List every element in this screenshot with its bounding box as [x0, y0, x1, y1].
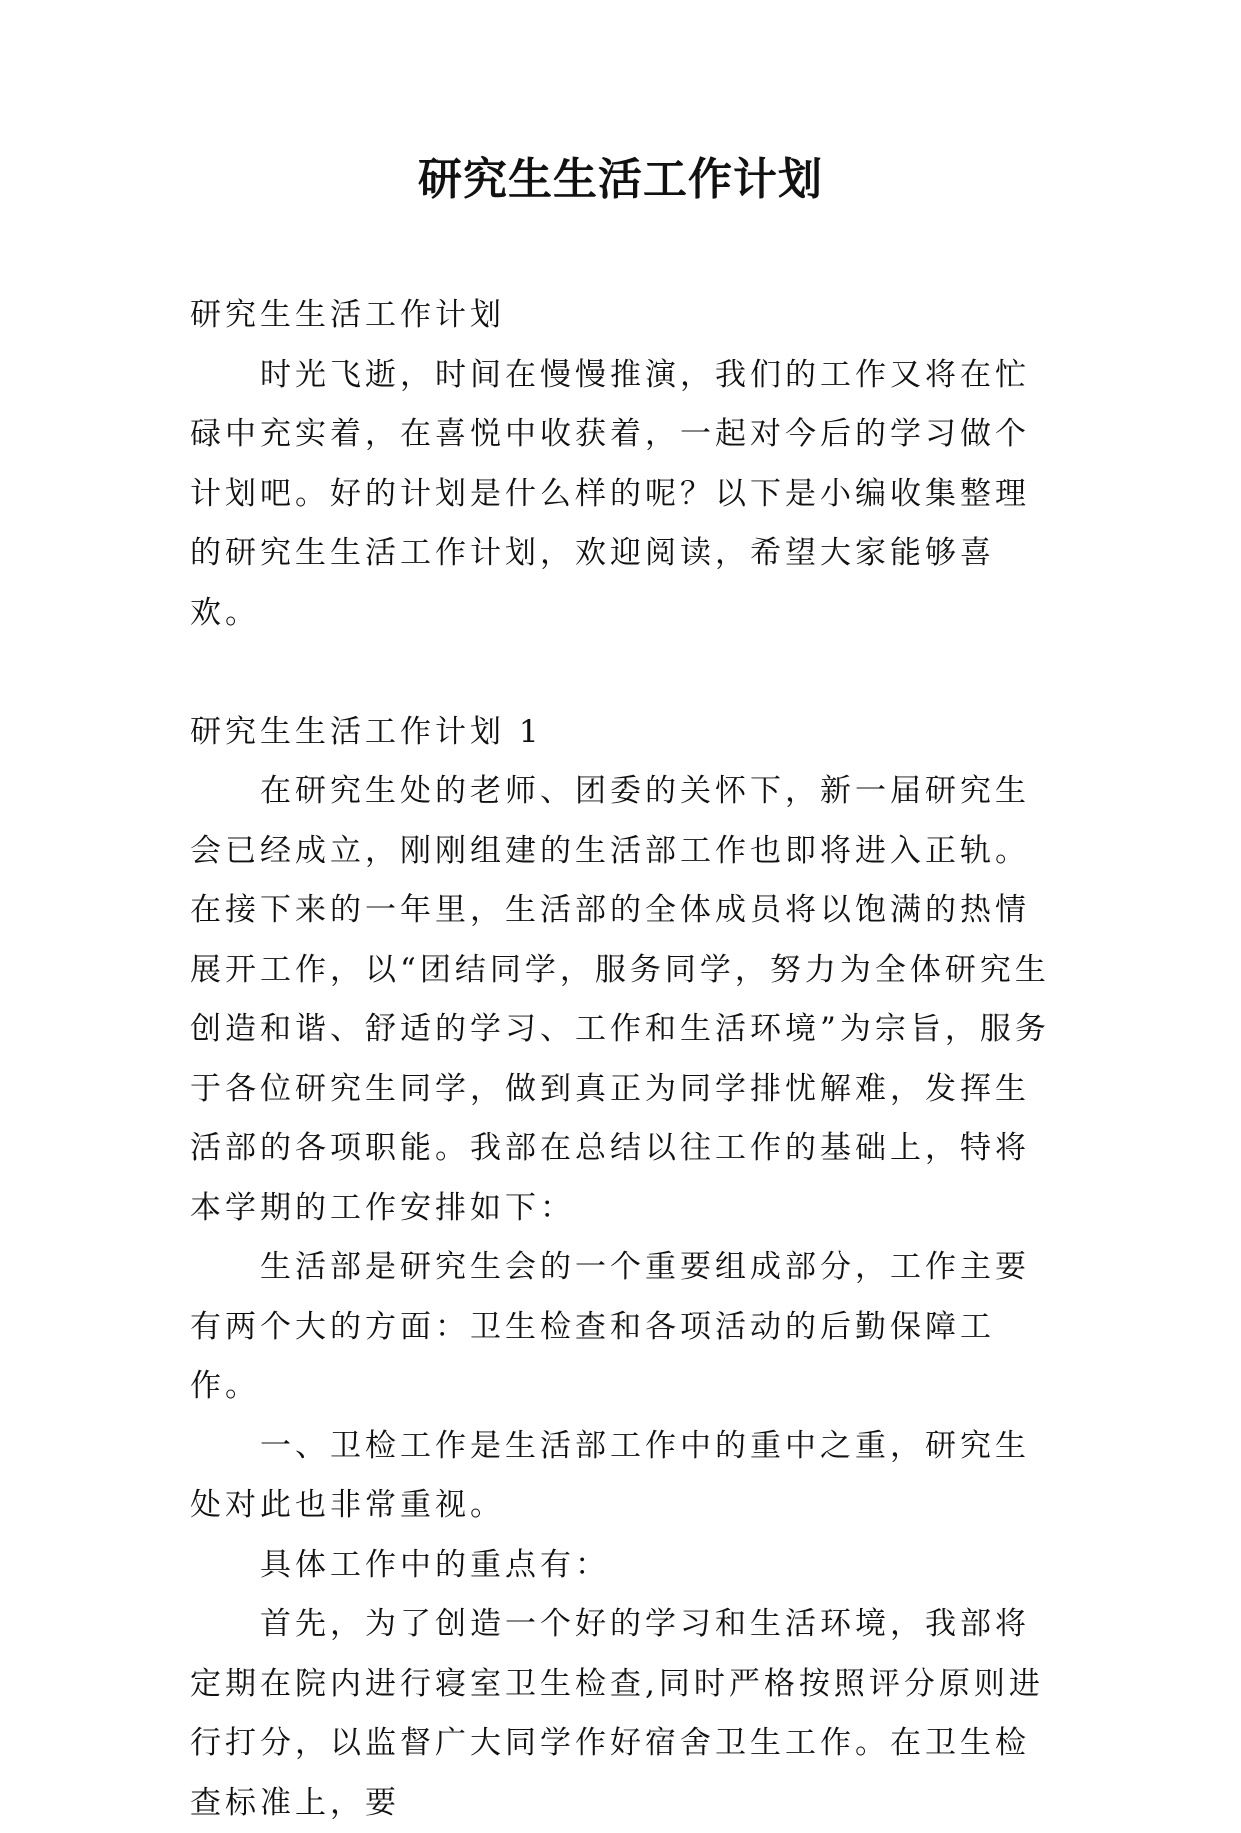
intro-paragraph: 时光飞逝，时间在慢慢推演，我们的工作又将在忙碌中充实着，在喜悦中收获着，一起对今后的学习做个计划吧。好的计划是什么样的呢？以下是小编收集整理的研究生生活工作计划，欢迎阅读，希望大家能够喜欢。 — [190, 356, 1030, 631]
section-heading-plan-1: 研究生生活工作计划 1 — [190, 713, 543, 750]
document-body — [190, 286, 1055, 1833]
plan-paragraph-4: 具体工作中的重点有： — [260, 1546, 610, 1583]
plan-paragraph-2: 生活部是研究生会的一个重要组成部分，工作主要有两个大的方面：卫生检查和各项活动的后勤保障工作。 — [190, 1249, 1030, 1404]
document-title: 研究生生活工作计划 — [418, 154, 823, 205]
plan-paragraph-1: 在研究生处的老师、团委的关怀下，新一届研究生会已经成立，刚刚组建的生活部工作也即将进入正轨。在接下来的一年里，生活部的全体成员将以饱满的热情展开工作，以“团结同学，服务同学，努力为全体研究生创造和谐、舒适的学习、工作和生活环境”为宗旨，服务于各位研究生同学，做到真正为同学排忧解难，发挥生活部的各项职能。我部在总结以往工作的基础上，特将本学期的工作安排如下： — [190, 773, 1050, 1226]
plan-paragraph-3: 一、卫检工作是生活部工作中的重中之重，研究生处对此也非常重视。 — [190, 1427, 1030, 1523]
section-heading-intro: 研究生生活工作计划 — [190, 297, 505, 333]
plan-paragraph-5: 首先，为了创造一个好的学习和生活环境，我部将定期在院内进行寝室卫生检查,同时严格按照评分原则进行打分，以监督广大同学作好宿舍卫生工作。在卫生检查标准上，要 — [190, 1606, 1044, 1821]
